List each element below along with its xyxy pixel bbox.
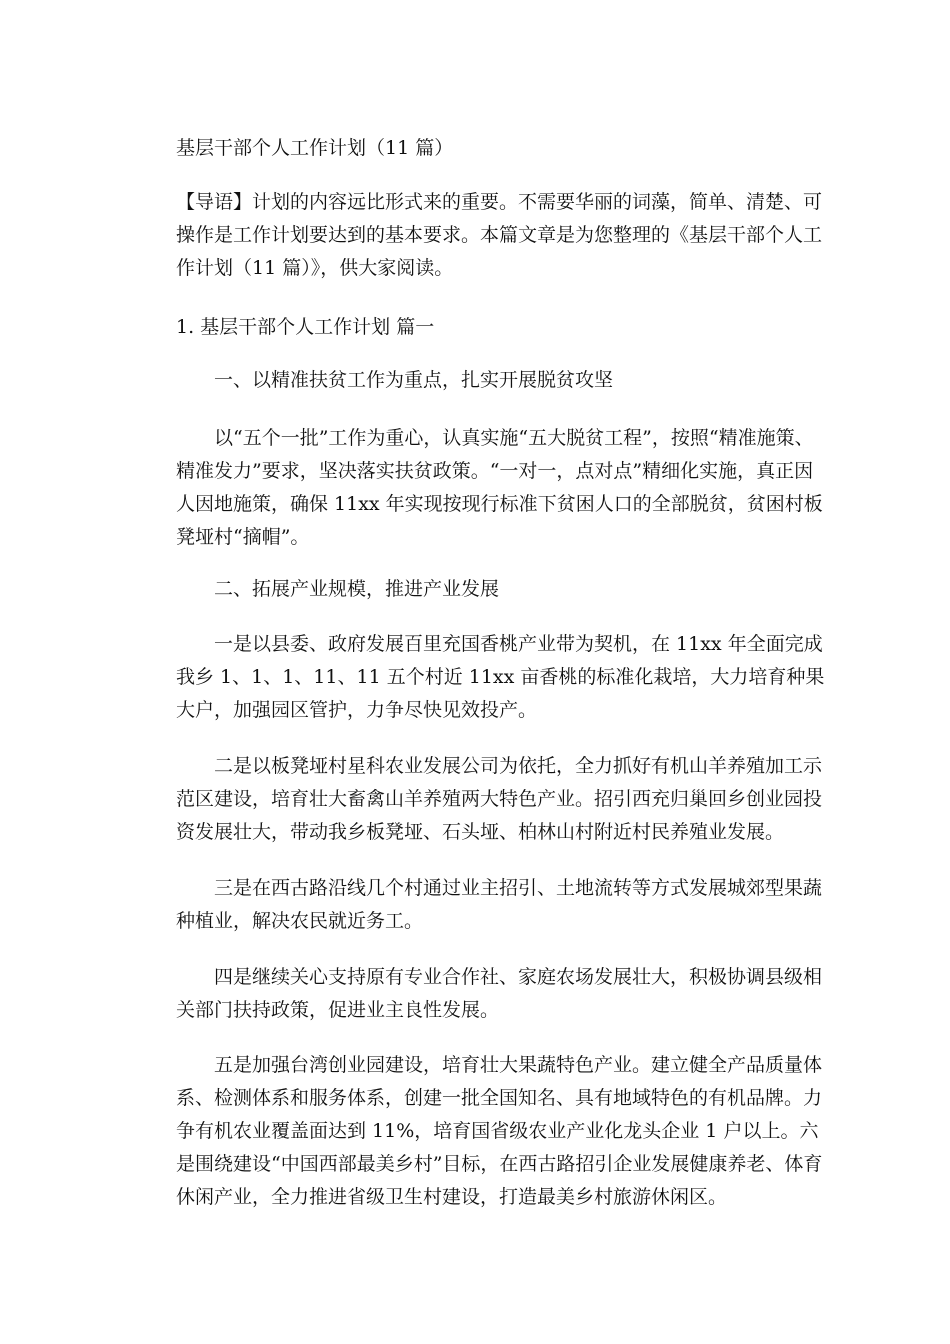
lead-text: 【导语】计划的内容远比形式来的重要。不需要华丽的词藻，简单、清楚、可操作是工作计划要达到的基本要求。本篇文章是为您整理的《基层干部个人工作计划（11 篇）》，供大家阅读。 [176,191,823,279]
paragraph-3-text: 二是以板凳垭村星科农业发展公司为依托，全力抓好有机山羊养殖加工示范区建设，培育壮大畜禽山羊养殖两大特色产业。招引西充归巢回乡创业园投资发展壮大，带动我乡板凳垭、石头垭、柏林山村附近村民养殖业发展。 [176,755,823,843]
heading-1: 一、以精准扶贫工作为重点，扎实开展脱贫攻坚 [214,369,614,391]
paragraph-6 [176,1049,826,1214]
paragraph-3 [176,750,826,849]
paragraph-4 [176,872,826,938]
paragraph-1 [176,422,826,554]
paragraph-1-text: 以“五个一批”工作为重心，认真实施“五大脱贫工程”，按照“精准施策、精准发力”要求，坚决落实扶贫政策。“一对一，点对点”精细化实施，真正因人因地施策，确保 11xx 年实现按现行标准下贫困人口的全部脱贫，贫困村板凳垭村“摘帽”。 [176,427,823,548]
paragraph-6-text: 五是加强台湾创业园建设，培育壮大果蔬特色产业。建立健全产品质量体系、检测体系和服务体系，创建一批全国知名、具有地域特色的有机品牌。力争有机农业覆盖面达到 11%，培育国省级农业产业化龙头企业 1 户以上。六是围绕建设“中国西部最美乡村”目标，在西古路招引企业发展健康养老、体育休闲产业，全力推进省级卫生村建设，打造最美乡村旅游休闲区。 [176,1054,823,1208]
heading-2: 二、拓展产业规模，推进产业发展 [214,578,500,600]
document-title: 基层干部个人工作计划（11 篇） [176,137,454,159]
lead-paragraph [176,186,826,285]
section-title: 1. 基层干部个人工作计划 篇一 [176,316,435,338]
paragraph-5-text: 四是继续关心支持原有专业合作社、家庭农场发展壮大，积极协调县级相关部门扶持政策，促进业主良性发展。 [176,966,823,1021]
paragraph-2 [176,628,826,727]
paragraph-2-text: 一是以县委、政府发展百里充国香桃产业带为契机，在 11xx 年全面完成我乡 1、1、1、11、11 五个村近 11xx 亩香桃的标准化栽培，大力培育种果大户，加强园区管护，力争尽快见效投产。 [176,633,825,721]
paragraph-5 [176,961,826,1027]
paragraph-4-text: 三是在西古路沿线几个村通过业主招引、土地流转等方式发展城郊型果蔬种植业，解决农民就近务工。 [176,877,823,932]
